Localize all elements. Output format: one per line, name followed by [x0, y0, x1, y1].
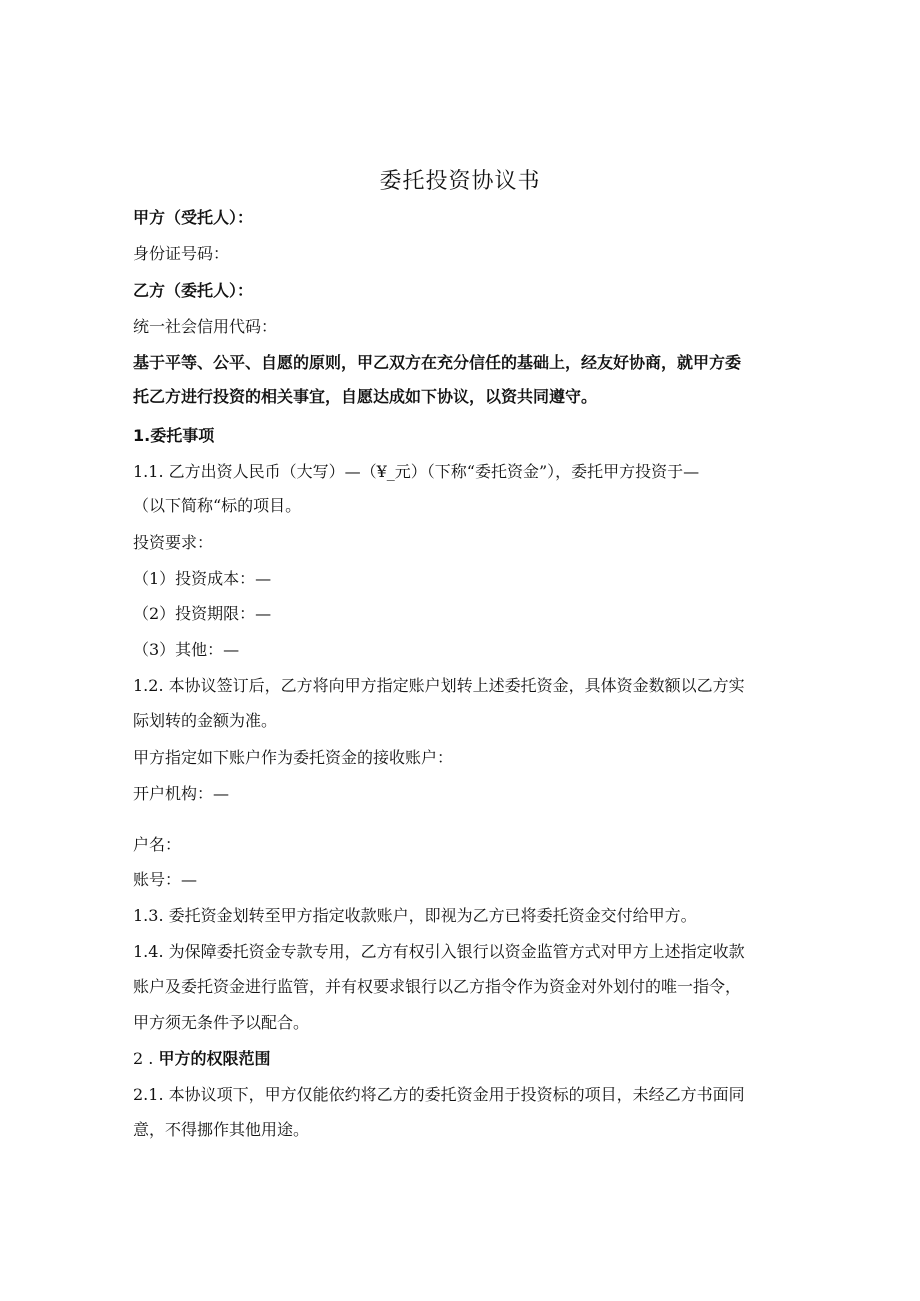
document-title: 委托投资协议书: [379, 169, 541, 194]
party-b-credit-code-label: 统一社会信用代码：: [133, 317, 278, 336]
clause-1-4-line-2: 账户及委托资金进行监管，并有权要求银行以乙方指令作为资金对外划付的唯一指令，: [133, 977, 742, 996]
investment-requirements-heading: 投资要求：: [133, 533, 214, 552]
clause-1-2-line-1: 1.2. 本协议签订后，乙方将向甲方指定账户划转上述委托资金，具体资金数额以乙方实: [133, 676, 745, 695]
account-number-label: 账号：—: [133, 870, 198, 889]
clause-2-1-line-2: 意，不得挪作其他用途。: [133, 1120, 310, 1139]
bank-label: 开户机构：—: [133, 784, 230, 803]
requirement-term: （2）投资期限：—: [133, 604, 272, 623]
clause-1-3: 1.3. 委托资金划转至甲方指定收款账户，即视为乙方已将委托资金交付给甲方。: [133, 906, 697, 925]
preamble-line-1: 基于平等、公平、自愿的原则，甲乙双方在充分信任的基础上，经友好协商，就甲方委: [133, 353, 742, 372]
clause-2-1-line-1: 2.1. 本协议项下，甲方仅能依约将乙方的委托资金用于投资标的项目，未经乙方书面同: [133, 1085, 745, 1104]
requirement-other: （3）其他：—: [133, 640, 240, 659]
clause-1-1-line-2: （以下简称“标的项目。: [133, 496, 302, 515]
preamble-line-2: 托乙方进行投资的相关事宜，自愿达成如下协议，以资共同遵守。: [133, 387, 598, 406]
section-2-number: 2 .: [133, 1049, 154, 1068]
requirement-cost: （1）投资成本：—: [133, 569, 272, 588]
clause-1-1-line-1: 1.1. 乙方出资人民币（大写）—（¥_元）（下称“委托资金”），委托甲方投资于—: [133, 462, 700, 481]
clause-1-4-line-1: 1.4. 为保障委托资金专款专用，乙方有权引入银行以资金监管方式对甲方上述指定收款: [133, 942, 745, 961]
account-intro: 甲方指定如下账户作为委托资金的接收账户：: [133, 748, 454, 767]
section-2-heading: [133, 1047, 270, 1071]
party-a-label: 甲方（受托人）：: [133, 208, 254, 227]
party-a-id-label: 身份证号码：: [133, 244, 230, 263]
clause-1-2-line-2: 际划转的金额为准。: [133, 711, 278, 730]
clause-1-4-line-3: 甲方须无条件予以配合。: [133, 1013, 310, 1032]
account-name-label: 户名：: [133, 835, 182, 854]
party-b-label: 乙方（委托人）：: [133, 281, 254, 300]
section-1-heading: 1.委托事项: [133, 426, 215, 445]
section-2-title: 甲方的权限范围: [158, 1049, 271, 1068]
